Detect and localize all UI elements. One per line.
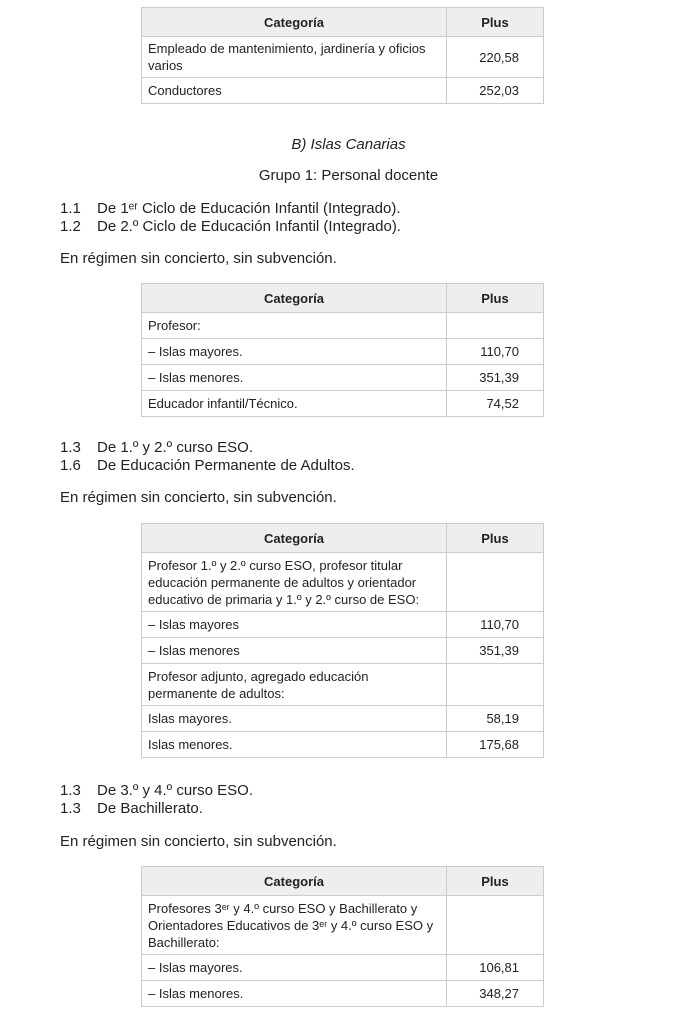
plus-table-1 bbox=[141, 7, 544, 104]
header-categoria: Categoría bbox=[142, 284, 447, 313]
list-1 bbox=[60, 200, 401, 236]
table-row bbox=[142, 365, 544, 391]
header-plus: Plus bbox=[447, 867, 544, 896]
plus-table-4 bbox=[141, 866, 544, 1007]
cell-plus: 58,19 bbox=[447, 706, 544, 732]
table-row bbox=[142, 706, 544, 732]
cell-plus: 351,39 bbox=[447, 365, 544, 391]
header-categoria: Categoría bbox=[142, 8, 447, 37]
list-item bbox=[60, 200, 401, 218]
list-item bbox=[60, 782, 253, 800]
table-row bbox=[142, 313, 544, 339]
table-row bbox=[142, 78, 544, 104]
cell-plus: 175,68 bbox=[447, 732, 544, 758]
table-row bbox=[142, 981, 544, 1007]
cell-plus: 220,58 bbox=[447, 37, 544, 78]
cell-plus bbox=[447, 664, 544, 706]
item-number: 1.3 bbox=[60, 800, 81, 817]
header-plus: Plus bbox=[447, 524, 544, 553]
table-row bbox=[142, 339, 544, 365]
item-number: 1.2 bbox=[60, 218, 81, 235]
list-2 bbox=[60, 439, 355, 475]
cell-plus: 348,27 bbox=[447, 981, 544, 1007]
cell-plus bbox=[447, 553, 544, 612]
item-number: 1.3 bbox=[60, 439, 81, 456]
table-row bbox=[142, 553, 544, 612]
regime-text: En régimen sin concierto, sin subvención. bbox=[60, 489, 337, 506]
plus-table-3 bbox=[141, 523, 544, 758]
item-text: De 3.º y 4.º curso ESO. bbox=[97, 782, 254, 799]
cell-category: – Islas mayores. bbox=[142, 955, 447, 981]
table-row bbox=[142, 391, 544, 417]
item-text: De 2.º Ciclo de Educación Infantil (Integrado). bbox=[97, 218, 401, 235]
cell-category: Profesor adjunto, agregado educación permanente de adultos: bbox=[142, 664, 447, 706]
table-row bbox=[142, 896, 544, 955]
item-text: De Educación Permanente de Adultos. bbox=[97, 457, 355, 474]
item-text: De Bachillerato. bbox=[97, 800, 203, 817]
cell-category: Profesores 3ᵉʳ y 4.º curso ESO y Bachillerato y Orientadores Educativos de 3ᵉʳ y 4.º curso ESO y Bachillerato: bbox=[142, 896, 447, 955]
table-row bbox=[142, 638, 544, 664]
cell-category: – Islas menores. bbox=[142, 365, 447, 391]
item-number: 1.3 bbox=[60, 782, 81, 799]
group-title: Grupo 1: Personal docente bbox=[258, 167, 439, 184]
table-row bbox=[142, 37, 544, 78]
cell-category: Empleado de mantenimiento, jardinería y oficios varios bbox=[142, 37, 447, 78]
header-categoria: Categoría bbox=[142, 867, 447, 896]
header-plus: Plus bbox=[447, 8, 544, 37]
regime-text: En régimen sin concierto, sin subvención. bbox=[60, 250, 337, 267]
cell-plus bbox=[447, 313, 544, 339]
table-row bbox=[142, 955, 544, 981]
cell-category: – Islas menores bbox=[142, 638, 447, 664]
cell-category: Profesor 1.º y 2.º curso ESO, profesor titular educación permanente de adultos y orientador educativo de primaria y 1.º y 2.º curso de ESO: bbox=[142, 553, 447, 612]
cell-plus: 351,39 bbox=[447, 638, 544, 664]
list-item bbox=[60, 439, 355, 457]
cell-plus: 110,70 bbox=[447, 339, 544, 365]
table-row bbox=[142, 612, 544, 638]
cell-plus: 252,03 bbox=[447, 78, 544, 104]
header-categoria: Categoría bbox=[142, 524, 447, 553]
list-item bbox=[60, 457, 355, 475]
cell-plus: 110,70 bbox=[447, 612, 544, 638]
item-number: 1.1 bbox=[60, 200, 81, 217]
table-row bbox=[142, 732, 544, 758]
cell-plus: 74,52 bbox=[447, 391, 544, 417]
table-row bbox=[142, 664, 544, 706]
item-text: De 1.º y 2.º curso ESO. bbox=[97, 439, 254, 456]
item-number: 1.6 bbox=[60, 457, 81, 474]
item-text: De 1ᵉʳ Ciclo de Educación Infantil (Integrado). bbox=[97, 200, 401, 217]
section-title: B) Islas Canarias bbox=[291, 136, 406, 153]
cell-category: Conductores bbox=[142, 78, 447, 104]
regime-text: En régimen sin concierto, sin subvención. bbox=[60, 833, 337, 850]
cell-category: Islas menores. bbox=[142, 732, 447, 758]
cell-category: – Islas menores. bbox=[142, 981, 447, 1007]
cell-category: – Islas mayores bbox=[142, 612, 447, 638]
list-item bbox=[60, 218, 401, 236]
cell-plus: 106,81 bbox=[447, 955, 544, 981]
cell-category: – Islas mayores. bbox=[142, 339, 447, 365]
cell-category: Profesor: bbox=[142, 313, 447, 339]
plus-table-2 bbox=[141, 283, 544, 417]
cell-category: Islas mayores. bbox=[142, 706, 447, 732]
cell-category: Educador infantil/Técnico. bbox=[142, 391, 447, 417]
list-3 bbox=[60, 782, 253, 818]
cell-plus bbox=[447, 896, 544, 955]
list-item bbox=[60, 800, 253, 818]
header-plus: Plus bbox=[447, 284, 544, 313]
